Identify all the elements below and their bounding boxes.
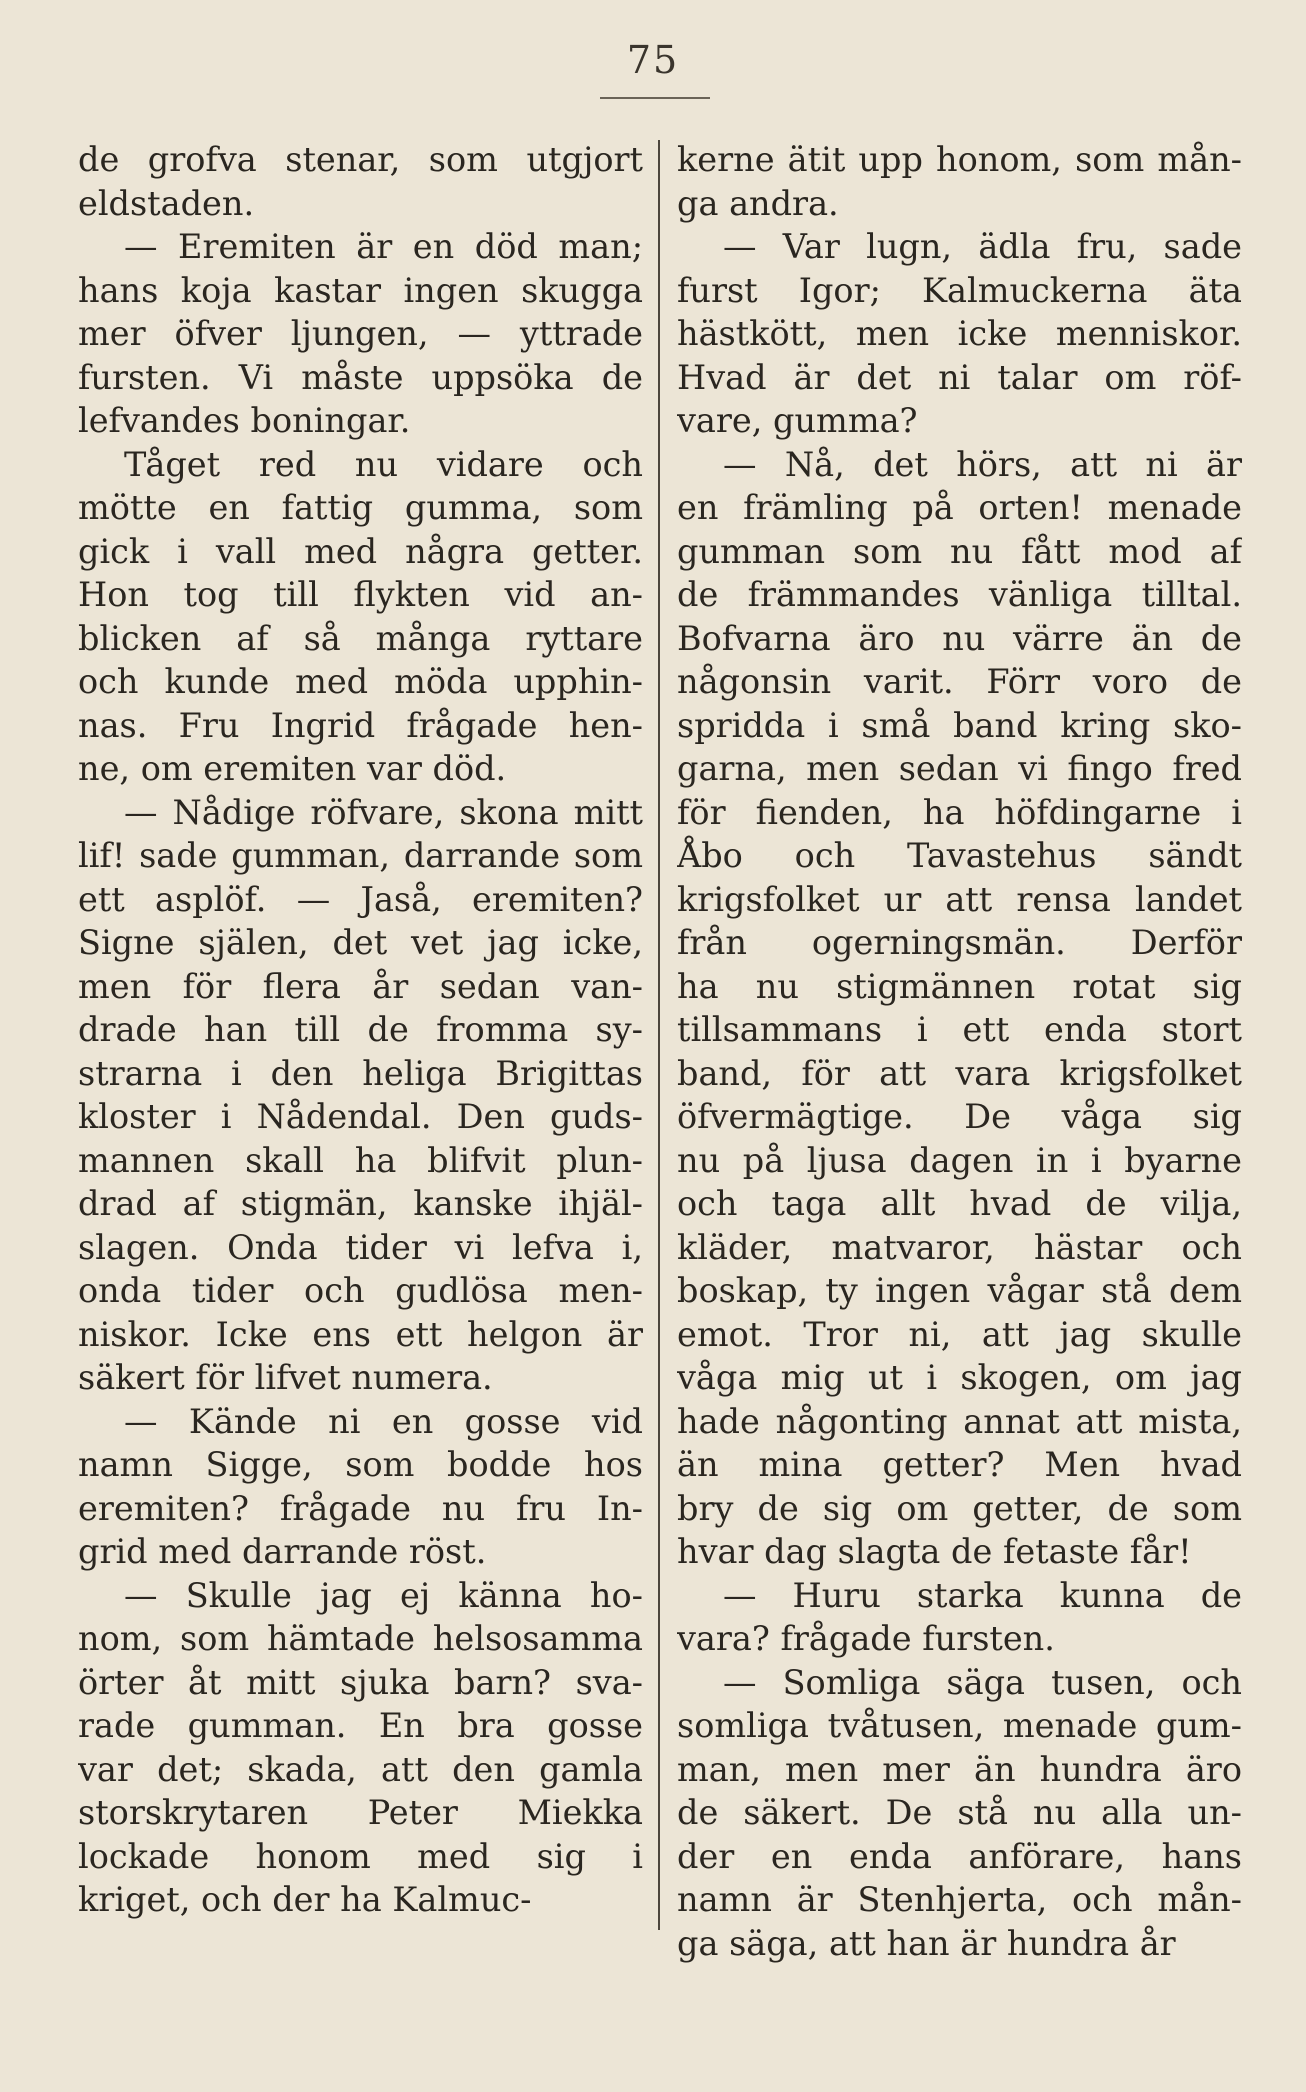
text-line: en främling på orten! menade	[677, 488, 1242, 527]
text-line: hästkött, men icke menniskor.	[677, 314, 1242, 353]
text-line: fursten. Vi måste uppsöka de	[78, 357, 643, 397]
paragraph	[677, 1574, 1242, 1661]
text-line: man, men mer än hundra äro	[677, 1749, 1242, 1789]
text-line: — Nå, det hörs, att ni är	[723, 444, 1242, 484]
text-line: Tåget red nu vidare och	[124, 444, 643, 484]
text-line: var det; skada, att den gamla	[78, 1749, 643, 1789]
text-line: ne, om eremiten var död.	[78, 749, 507, 788]
paragraph	[677, 138, 1242, 225]
text-line: — Eremiten är en död man;	[124, 227, 643, 266]
text-line: Signe själen, det vet jag icke,	[78, 923, 643, 962]
text-line: vare, gumma?	[677, 401, 918, 440]
text-line: onda tider och gudlösa men-	[78, 1271, 643, 1310]
text-line: lockade honom med sig i	[78, 1836, 643, 1876]
text-line: lif! sade gumman, darrande som	[78, 836, 643, 875]
text-line: från ogerningsmän. Derför	[677, 923, 1242, 962]
paragraph	[78, 225, 643, 443]
text-line: Åbo och Tavastehus sändt	[677, 836, 1242, 875]
text-line: kloster i Nådendal. Den guds-	[78, 1097, 643, 1136]
text-line: öfvermägtige. De våga sig	[677, 1097, 1242, 1136]
text-line: boskap, ty ingen vågar stå dem	[677, 1271, 1242, 1310]
text-line: storskrytaren Peter Miekka	[78, 1793, 643, 1832]
header-rule	[600, 97, 710, 99]
paragraph	[78, 1574, 643, 1922]
text-line: och kunde med möda upphin-	[78, 662, 643, 701]
text-line: — Huru starka kunna de	[723, 1575, 1242, 1615]
text-line: de främmandes vänliga tilltal.	[677, 575, 1242, 614]
paragraph	[78, 791, 643, 1400]
text-line: garna, men sedan vi fingo fred	[677, 749, 1242, 788]
paragraph	[677, 1661, 1242, 1966]
text-line: Hon tog till flykten vid an-	[78, 575, 643, 614]
text-line: slagen. Onda tider vi lefva i,	[78, 1227, 643, 1267]
right-column	[677, 138, 1242, 1965]
paragraph	[78, 138, 643, 225]
page-number: 75	[626, 38, 680, 82]
text-line: — Kände ni en gosse vid	[124, 1401, 643, 1441]
paragraph	[677, 225, 1242, 443]
text-line: vara? frågade fursten.	[677, 1619, 1055, 1658]
text-line: hade någonting annat att mista,	[677, 1401, 1242, 1441]
text-line: nom, som hämtade helsosamma	[78, 1619, 643, 1658]
text-line: niskor. Icke ens ett helgon är	[78, 1314, 643, 1354]
text-line: eldstaden.	[78, 183, 255, 223]
text-line: drad af stigmän, kanske ihjäl-	[78, 1184, 643, 1223]
paragraph	[78, 443, 643, 791]
text-line: rade gumman. En bra gosse	[78, 1706, 643, 1745]
text-line: spridda i små band kring sko-	[677, 705, 1242, 745]
text-line: ga andra.	[677, 183, 839, 223]
text-line: band, för att vara krigsfolket	[677, 1053, 1242, 1093]
text-line: ett asplöf. — Jaså, eremiten?	[78, 879, 643, 919]
text-line: — Skulle jag ej känna ho-	[124, 1575, 643, 1615]
text-line: säkert för lifvet numera.	[78, 1358, 493, 1397]
text-line: lefvandes boningar.	[78, 401, 411, 440]
text-line: furst Igor; Kalmuckerna äta	[677, 270, 1242, 310]
text-line: blicken af så många ryttare	[78, 618, 643, 658]
text-line: örter åt mitt sjuka barn? sva-	[78, 1662, 643, 1702]
text-line: för fienden, ha höfdingarne i	[677, 792, 1242, 832]
paragraph	[677, 443, 1242, 1574]
text-line: — Nådige röfvare, skona mitt	[124, 792, 643, 832]
text-line: någonsin varit. Förr voro de	[677, 662, 1242, 701]
text-line: — Somliga säga tusen, och	[723, 1662, 1242, 1702]
text-line: namn Sigge, som bodde hos	[78, 1445, 643, 1484]
text-line: bry de sig om getter, de som	[677, 1488, 1242, 1528]
text-line: nu på ljusa dagen in i byarne	[677, 1140, 1242, 1180]
text-line: men för flera år sedan van-	[78, 966, 643, 1006]
text-line: gumman som nu fått mod af	[677, 531, 1242, 571]
text-line: krigsfolket ur att rensa landet	[677, 879, 1242, 919]
text-line: mannen skall ha blifvit plun-	[78, 1140, 643, 1180]
text-line: tillsammans i ett enda stort	[677, 1010, 1242, 1049]
text-line: de grofva stenar, som utgjort	[78, 140, 643, 179]
text-line: och taga allt hvad de vilja,	[677, 1184, 1242, 1223]
text-line: der en enda anförare, hans	[677, 1836, 1242, 1876]
text-line: ga säga, att han är hundra år	[677, 1923, 1176, 1963]
text-line: våga mig ut i skogen, om jag	[677, 1358, 1242, 1397]
text-line: Bofvarna äro nu värre än de	[677, 618, 1242, 658]
text-line: gick i vall med några getter.	[78, 531, 643, 571]
text-line: — Var lugn, ädla fru, sade	[723, 227, 1242, 266]
text-line: kerne ätit upp honom, som mån-	[677, 140, 1242, 179]
text-line: drade han till de fromma sy-	[78, 1010, 643, 1049]
text-line: mötte en fattig gumma, som	[78, 488, 643, 527]
text-line: eremiten? frågade nu fru In-	[78, 1488, 643, 1528]
paragraph	[78, 1400, 643, 1574]
text-line: kriget, och der ha Kalmuc-	[78, 1880, 532, 1919]
text-line: kläder, matvaror, hästar och	[677, 1227, 1242, 1267]
column-divider	[658, 140, 660, 1930]
text-line: strarna i den heliga Brigittas	[78, 1053, 643, 1093]
text-line: grid med darrande röst.	[78, 1532, 487, 1571]
text-line: Hvad är det ni talar om röf-	[677, 357, 1242, 397]
text-line: hvar dag slagta de fetaste får!	[677, 1532, 1192, 1571]
text-line: än mina getter? Men hvad	[677, 1445, 1242, 1484]
text-line: emot. Tror ni, att jag skulle	[677, 1314, 1242, 1354]
text-line: namn är Stenhjerta, och mån-	[677, 1880, 1242, 1919]
text-line: de säkert. De stå nu alla un-	[677, 1793, 1242, 1832]
left-column	[78, 138, 643, 1922]
text-line: mer öfver ljungen, — yttrade	[78, 314, 643, 353]
text-line: somliga tvåtusen, menade gum-	[677, 1706, 1242, 1745]
text-line: nas. Fru Ingrid frågade hen-	[78, 705, 643, 745]
text-line: hans koja kastar ingen skugga	[78, 270, 643, 310]
text-line: ha nu stigmännen rotat sig	[677, 966, 1242, 1006]
